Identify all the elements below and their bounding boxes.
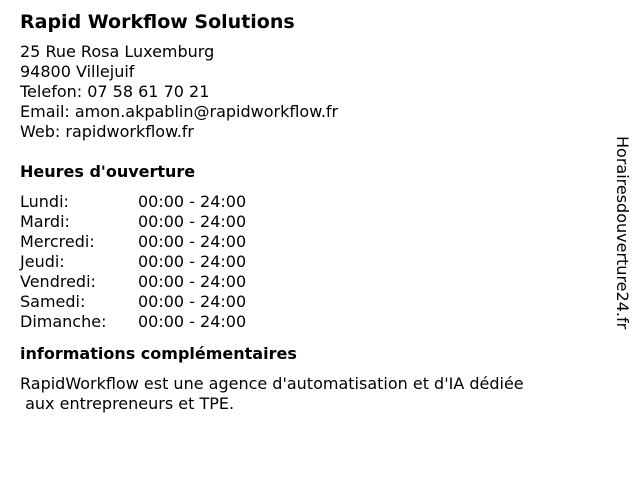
- info-heading: informations complémentaires: [20, 344, 297, 363]
- hours-row-samedi: [20, 292, 600, 312]
- email-line: Email: amon.akpablin@rapidworkflow.fr: [20, 102, 339, 121]
- hours-time: 00:00 - 24:00: [138, 252, 247, 271]
- business-card: [20, 10, 600, 414]
- hours-row-vendredi: [20, 272, 600, 292]
- hours-row-lundi: [20, 192, 600, 212]
- hours-day: Mercredi:: [20, 232, 95, 251]
- street-address: 25 Rue Rosa Luxemburg: [20, 42, 215, 61]
- hours-day: Samedi:: [20, 292, 86, 311]
- hours-day: Mardi:: [20, 212, 70, 231]
- city-address: 94800 Villejuif: [20, 62, 135, 81]
- hours-day: Jeudi:: [20, 252, 65, 271]
- hours-day: Lundi:: [20, 192, 69, 211]
- hours-day: Vendredi:: [20, 272, 96, 291]
- site-brand-vertical: Horairesdouverture24.fr: [613, 136, 632, 330]
- phone-line: Telefon: 07 58 61 70 21: [20, 82, 210, 101]
- hours-time: 00:00 - 24:00: [138, 272, 247, 291]
- hours-row-dimanche: [20, 312, 600, 332]
- hours-time: 00:00 - 24:00: [138, 292, 247, 311]
- hours-table: [20, 192, 600, 332]
- web-line: Web: rapidworkflow.fr: [20, 122, 194, 141]
- business-name: Rapid Workflow Solutions: [20, 11, 295, 33]
- hours-row-mercredi: [20, 232, 600, 252]
- info-description: RapidWorkflow est une agence d'automatisation et d'IA dédiée aux entrepreneurs et TPE.: [20, 374, 524, 413]
- hours-row-mardi: [20, 212, 600, 232]
- hours-time: 00:00 - 24:00: [138, 192, 247, 211]
- hours-heading: Heures d'ouverture: [20, 162, 196, 181]
- hours-time: 00:00 - 24:00: [138, 212, 247, 231]
- hours-time: 00:00 - 24:00: [138, 312, 247, 331]
- hours-time: 00:00 - 24:00: [138, 232, 247, 251]
- hours-row-jeudi: [20, 252, 600, 272]
- address-block: [20, 42, 600, 142]
- hours-day: Dimanche:: [20, 312, 107, 331]
